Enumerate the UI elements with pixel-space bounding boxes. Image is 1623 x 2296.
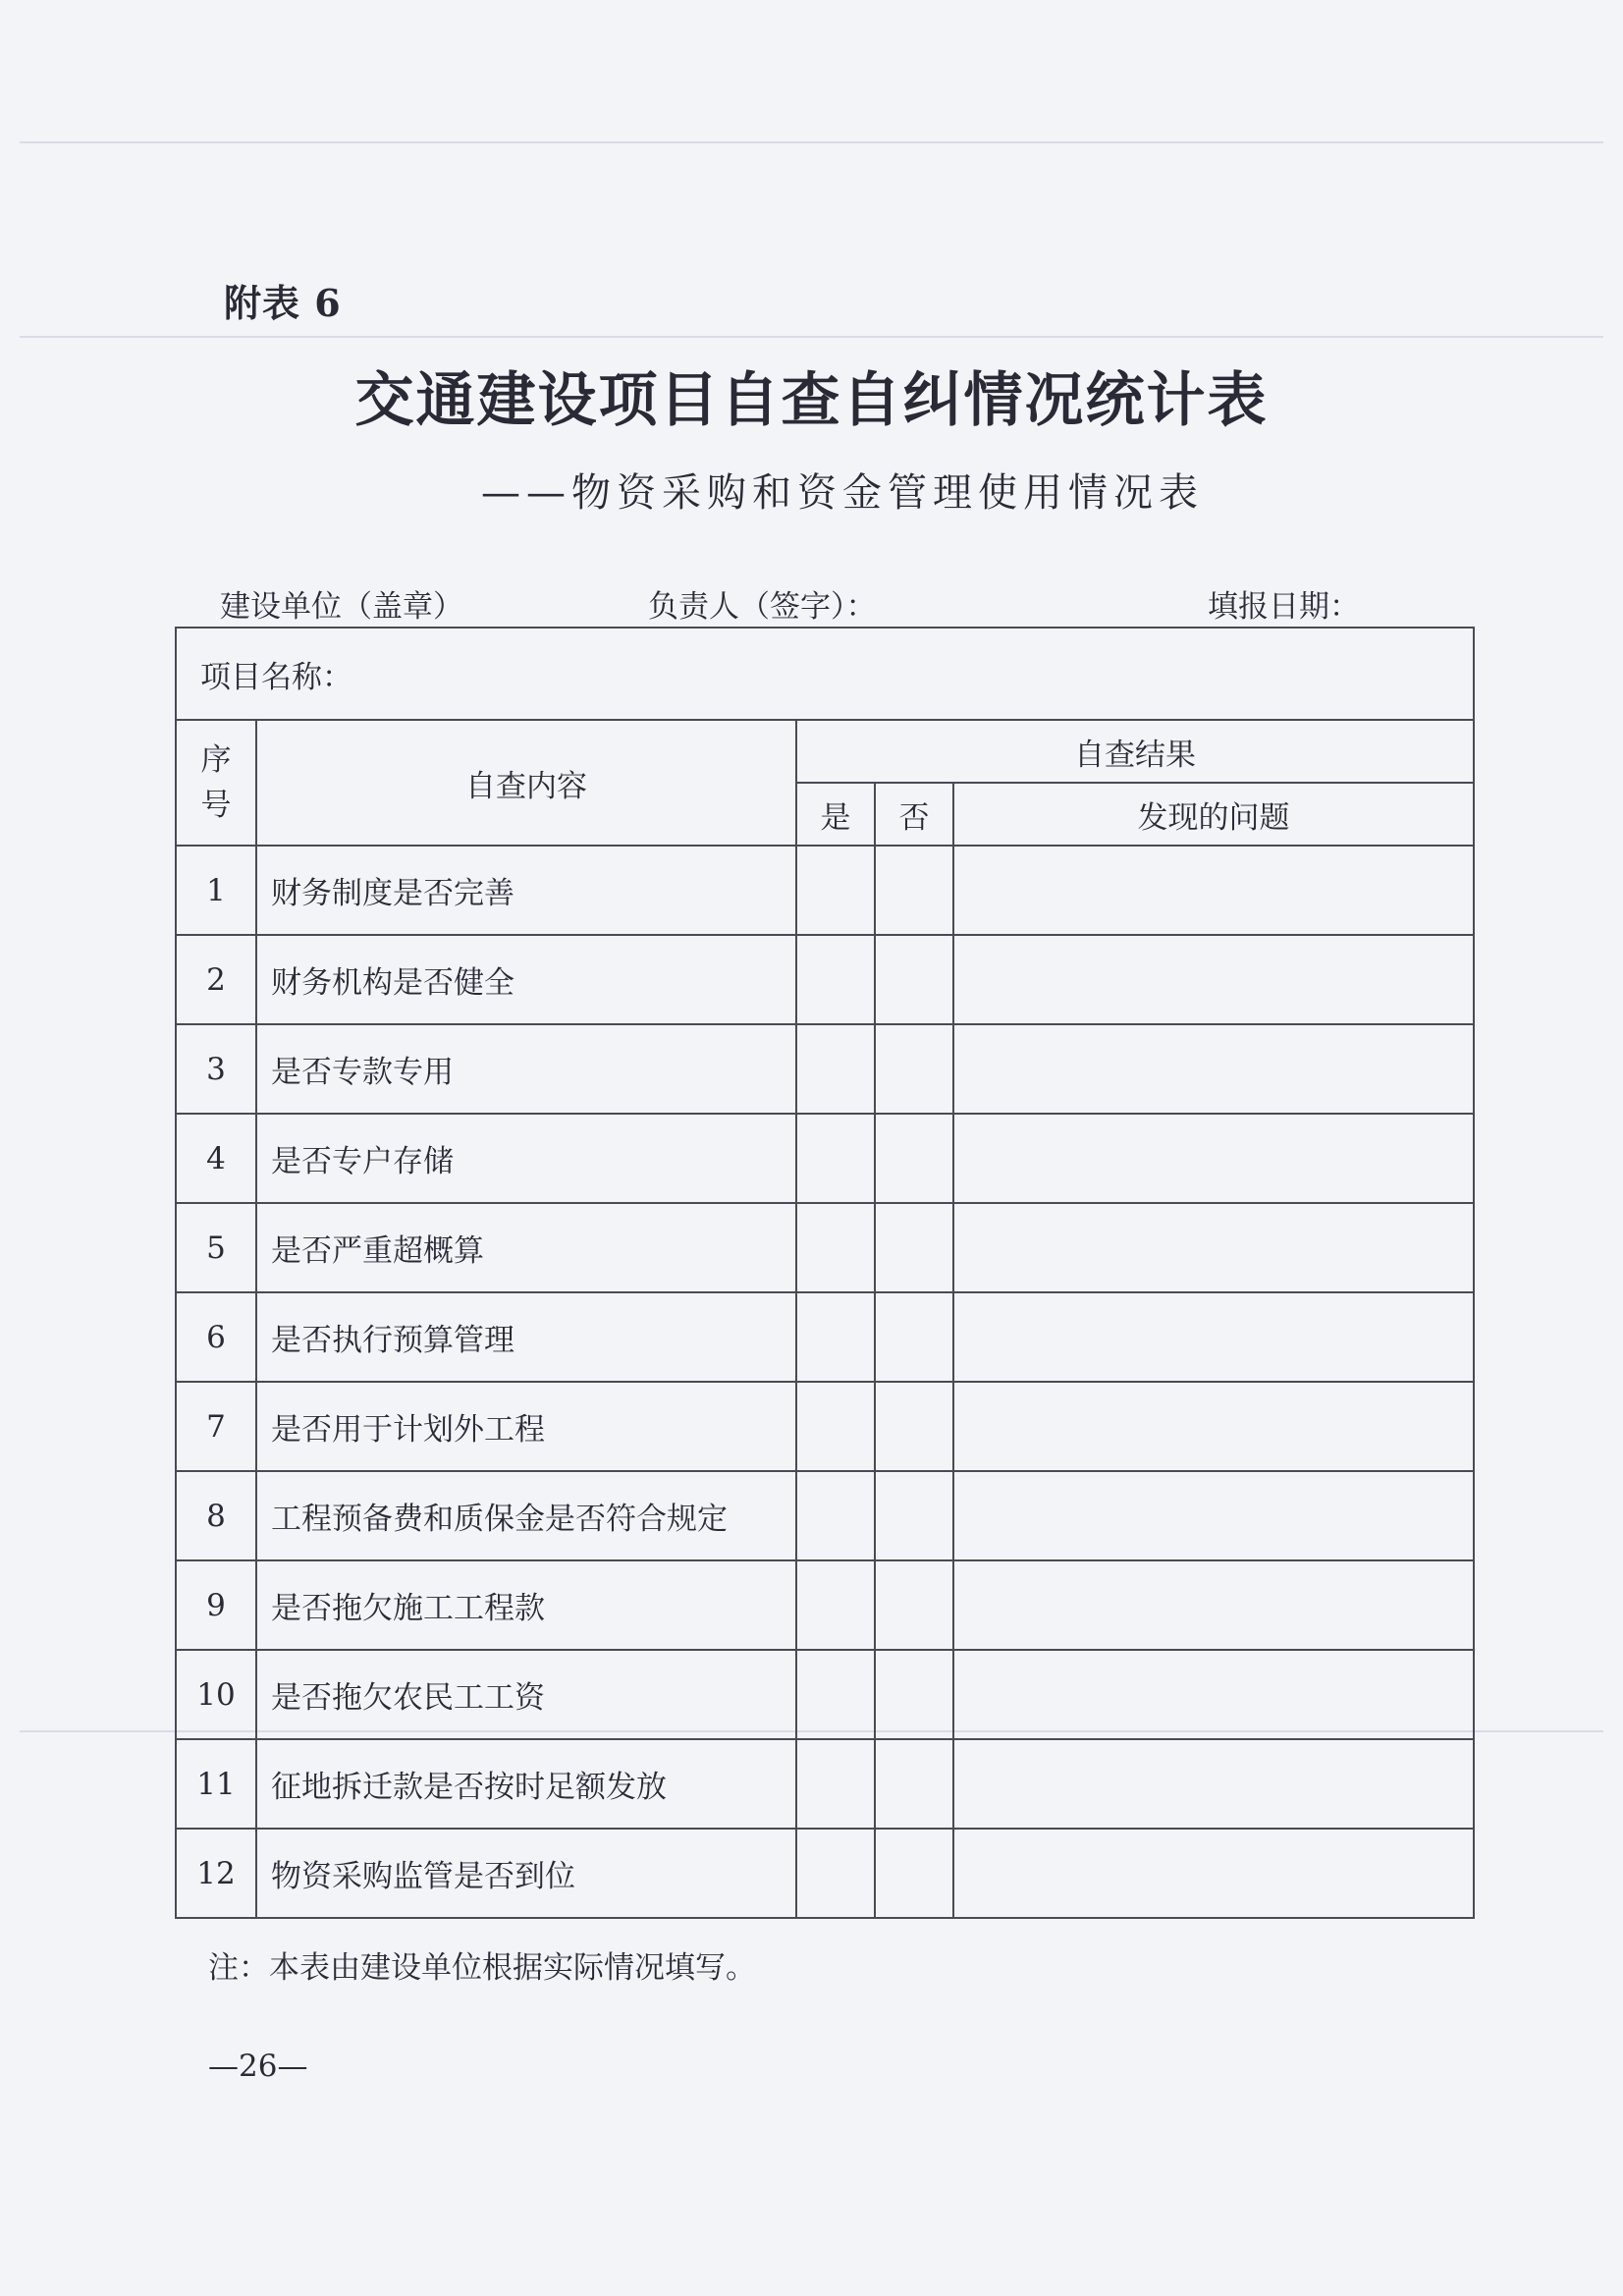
row-number: 5 <box>176 1203 256 1292</box>
self-inspection-table <box>175 627 1475 1919</box>
column-header-no: 否 <box>875 783 953 846</box>
table-row <box>176 1382 1474 1471</box>
row-number: 2 <box>176 935 256 1024</box>
yes-cell[interactable] <box>796 935 875 1024</box>
row-content: 是否拖欠施工工程款 <box>256 1560 796 1650</box>
issues-cell[interactable] <box>953 1382 1474 1471</box>
page-number: —26— <box>208 2049 308 2084</box>
no-cell[interactable] <box>875 1560 953 1650</box>
row-number: 4 <box>176 1114 256 1203</box>
scan-artifact-line <box>20 141 1603 143</box>
no-cell[interactable] <box>875 1650 953 1739</box>
seq-header-text: 序号 <box>200 742 232 823</box>
responsible-person-label: 负责人（签字）： <box>648 589 877 625</box>
row-number: 1 <box>176 846 256 935</box>
report-date-label: 填报日期： <box>1208 589 1360 625</box>
row-content: 是否专款专用 <box>256 1024 796 1114</box>
issues-cell[interactable] <box>953 1471 1474 1560</box>
column-header-content: 自查内容 <box>256 720 796 846</box>
column-header-result: 自查结果 <box>796 720 1474 783</box>
row-number: 8 <box>176 1471 256 1560</box>
scan-artifact-line <box>20 336 1603 338</box>
no-cell[interactable] <box>875 1739 953 1829</box>
issues-cell[interactable] <box>953 1292 1474 1382</box>
annex-label: 附表 6 <box>224 281 342 325</box>
construction-unit-label: 建设单位（盖章） <box>220 589 463 625</box>
yes-cell[interactable] <box>796 1560 875 1650</box>
row-number: 12 <box>176 1829 256 1918</box>
row-content: 是否用于计划外工程 <box>256 1382 796 1471</box>
no-cell[interactable] <box>875 1203 953 1292</box>
column-header-issues: 发现的问题 <box>953 783 1474 846</box>
table-row <box>176 1471 1474 1560</box>
yes-cell[interactable] <box>796 1382 875 1471</box>
table-row <box>176 1203 1474 1292</box>
yes-cell[interactable] <box>796 1292 875 1382</box>
row-content: 物资采购监管是否到位 <box>256 1829 796 1918</box>
row-content: 是否专户存储 <box>256 1114 796 1203</box>
page-title: 交通建设项目自查自纠情况统计表 <box>354 366 1269 435</box>
row-number: 6 <box>176 1292 256 1382</box>
issues-cell[interactable] <box>953 1114 1474 1203</box>
column-header-yes: 是 <box>796 783 875 846</box>
row-content: 是否严重超概算 <box>256 1203 796 1292</box>
row-number: 9 <box>176 1560 256 1650</box>
table-row <box>176 1829 1474 1918</box>
row-number: 10 <box>176 1650 256 1739</box>
no-cell[interactable] <box>875 1829 953 1918</box>
page-subtitle: ——物资采购和资金管理使用情况表 <box>481 470 1204 516</box>
yes-cell[interactable] <box>796 1114 875 1203</box>
table-row <box>176 1739 1474 1829</box>
column-header-seq <box>176 720 256 846</box>
row-content: 财务机构是否健全 <box>256 935 796 1024</box>
yes-cell[interactable] <box>796 846 875 935</box>
no-cell[interactable] <box>875 1024 953 1114</box>
issues-cell[interactable] <box>953 846 1474 935</box>
project-name-field[interactable] <box>176 628 1474 720</box>
issues-cell[interactable] <box>953 1739 1474 1829</box>
row-number: 7 <box>176 1382 256 1471</box>
row-content: 工程预备费和质保金是否符合规定 <box>256 1471 796 1560</box>
table-row <box>176 1650 1474 1739</box>
issues-cell[interactable] <box>953 1203 1474 1292</box>
issues-cell[interactable] <box>953 1829 1474 1918</box>
yes-cell[interactable] <box>796 1203 875 1292</box>
row-content: 是否拖欠农民工工资 <box>256 1650 796 1739</box>
no-cell[interactable] <box>875 1382 953 1471</box>
row-content: 征地拆迁款是否按时足额发放 <box>256 1739 796 1829</box>
no-cell[interactable] <box>875 846 953 935</box>
yes-cell[interactable] <box>796 1024 875 1114</box>
row-number: 11 <box>176 1739 256 1829</box>
table-row <box>176 1292 1474 1382</box>
issues-cell[interactable] <box>953 935 1474 1024</box>
no-cell[interactable] <box>875 1292 953 1382</box>
no-cell[interactable] <box>875 1114 953 1203</box>
table-row <box>176 1114 1474 1203</box>
project-name-label: 项目名称： <box>200 659 352 695</box>
table-note: 注：本表由建设单位根据实际情况填写。 <box>208 1950 756 1986</box>
yes-cell[interactable] <box>796 1739 875 1829</box>
row-content: 是否执行预算管理 <box>256 1292 796 1382</box>
row-number: 3 <box>176 1024 256 1114</box>
yes-cell[interactable] <box>796 1471 875 1560</box>
issues-cell[interactable] <box>953 1024 1474 1114</box>
table-row <box>176 1024 1474 1114</box>
issues-cell[interactable] <box>953 1560 1474 1650</box>
table-row <box>176 935 1474 1024</box>
table-row <box>176 1560 1474 1650</box>
row-content: 财务制度是否完善 <box>256 846 796 935</box>
no-cell[interactable] <box>875 1471 953 1560</box>
yes-cell[interactable] <box>796 1650 875 1739</box>
table-row <box>176 846 1474 935</box>
issues-cell[interactable] <box>953 1650 1474 1739</box>
yes-cell[interactable] <box>796 1829 875 1918</box>
no-cell[interactable] <box>875 935 953 1024</box>
